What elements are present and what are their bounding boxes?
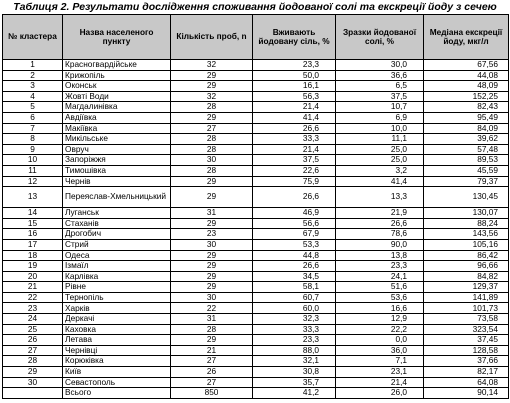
cell-salt: 23,3 <box>336 261 424 272</box>
cell-settlement: Карлівка <box>63 271 171 282</box>
cell-consume: 35,7 <box>253 377 336 388</box>
cell-median: 73,58 <box>424 314 509 325</box>
table-row <box>3 282 509 293</box>
table-row <box>3 345 509 356</box>
table-row <box>3 218 509 229</box>
cell-salt: 6,5 <box>336 81 424 92</box>
table-row <box>3 356 509 367</box>
table-row <box>3 102 509 113</box>
cell-consume: 58,1 <box>253 282 336 293</box>
cell-salt: 6,9 <box>336 112 424 123</box>
cell-cluster: 8 <box>3 134 63 145</box>
cell-consume: 16,1 <box>253 81 336 92</box>
cell-samples: 29 <box>171 218 253 229</box>
cell-settlement: Харків <box>63 303 171 314</box>
cell-settlement: Жовті Води <box>63 91 171 102</box>
cell-salt: 30,0 <box>336 60 424 71</box>
cell-median: 84,82 <box>424 271 509 282</box>
cell-settlement: Оконськ <box>63 81 171 92</box>
cell-median: 89,53 <box>424 155 509 166</box>
cell-settlement: Крижопіль <box>63 70 171 81</box>
cell-samples: 29 <box>171 261 253 272</box>
cell-consume: 53,3 <box>253 239 336 250</box>
cell-consume: 56,3 <box>253 91 336 102</box>
table-row <box>3 176 509 187</box>
cell-samples: 31 <box>171 314 253 325</box>
cell-cluster: 19 <box>3 261 63 272</box>
cell-samples: 28 <box>171 324 253 335</box>
cell-consume: 22,6 <box>253 165 336 176</box>
cell-settlement: Корюківка <box>63 356 171 367</box>
cell-consume: 33,3 <box>253 134 336 145</box>
table-row <box>3 261 509 272</box>
table-row <box>3 155 509 166</box>
cell-salt: 41,4 <box>336 176 424 187</box>
table-row <box>3 367 509 378</box>
cell-settlement: Київ <box>63 367 171 378</box>
cell-consume: 32,1 <box>253 356 336 367</box>
cell-cluster: 29 <box>3 367 63 378</box>
table-row <box>3 377 509 388</box>
cell-samples: 23 <box>171 229 253 240</box>
cell-consume: 21,4 <box>253 102 336 113</box>
cell-settlement: Деркачі <box>63 314 171 325</box>
cell-samples: 27 <box>171 377 253 388</box>
cell-consume: 23,3 <box>253 60 336 71</box>
cell-cluster: 4 <box>3 91 63 102</box>
cell-consume: 60,7 <box>253 292 336 303</box>
cell-cluster: 10 <box>3 155 63 166</box>
cell-median: 96,66 <box>424 261 509 272</box>
cell-samples: 30 <box>171 155 253 166</box>
cell-settlement: Летава <box>63 335 171 346</box>
cell-settlement: Овруч <box>63 144 171 155</box>
cell-samples: 30 <box>171 292 253 303</box>
cell-consume: 34,5 <box>253 271 336 282</box>
cell-median: 44,08 <box>424 70 509 81</box>
cell-cluster: 1 <box>3 60 63 71</box>
cell-median: 64,08 <box>424 377 509 388</box>
cell-cluster: 5 <box>3 102 63 113</box>
cell-cluster: 3 <box>3 81 63 92</box>
cell-salt: 25,0 <box>336 155 424 166</box>
cell-consume: 46,9 <box>253 208 336 219</box>
cell-cluster: 26 <box>3 335 63 346</box>
table-body <box>3 60 509 399</box>
header-median: Медіана екскреції йоду, мкг/л <box>424 15 509 60</box>
cell-settlement: Чернів <box>63 176 171 187</box>
cell-consume: 60,0 <box>253 303 336 314</box>
cell-consume: 37,5 <box>253 155 336 166</box>
cell-cluster: 11 <box>3 165 63 176</box>
table-caption: Таблиця 2. Результати дослідження споживання йодованої солі та екскреції йоду з сечею <box>13 1 497 13</box>
cell-salt: 23,1 <box>336 367 424 378</box>
cell-median: 82,43 <box>424 102 509 113</box>
header-samples: Кількість проб, n <box>171 15 253 60</box>
cell-samples: 28 <box>171 165 253 176</box>
cell-cluster: 25 <box>3 324 63 335</box>
cell-cluster: 14 <box>3 208 63 219</box>
cell-median: 101,73 <box>424 303 509 314</box>
cell-consume: 21,4 <box>253 144 336 155</box>
cell-cluster: 18 <box>3 250 63 261</box>
cell-consume: 67,9 <box>253 229 336 240</box>
cell-consume: 23,3 <box>253 335 336 346</box>
cell-salt: 26,0 <box>336 388 424 399</box>
cell-cluster: 16 <box>3 229 63 240</box>
cell-salt: 10,7 <box>336 102 424 113</box>
table-row <box>3 335 509 346</box>
cell-settlement: Ізмаїл <box>63 261 171 272</box>
cell-cluster: 7 <box>3 123 63 134</box>
cell-samples: 850 <box>171 388 253 399</box>
cell-salt: 11,1 <box>336 134 424 145</box>
cell-settlement: Тернопіль <box>63 292 171 303</box>
cell-settlement: Чернівці <box>63 345 171 356</box>
cell-median: 152,25 <box>424 91 509 102</box>
table-row <box>3 303 509 314</box>
cell-samples: 29 <box>171 187 253 208</box>
cell-salt: 36,6 <box>336 70 424 81</box>
cell-settlement: Красногвардійське <box>63 60 171 71</box>
cell-salt: 36,0 <box>336 345 424 356</box>
cell-median: 48,09 <box>424 81 509 92</box>
cell-salt: 21,4 <box>336 377 424 388</box>
cell-settlement: Стаханів <box>63 218 171 229</box>
cell-salt: 13,3 <box>336 187 424 208</box>
cell-median: 39,62 <box>424 134 509 145</box>
cell-consume: 75,9 <box>253 176 336 187</box>
cell-consume: 41,2 <box>253 388 336 399</box>
cell-consume: 50,0 <box>253 70 336 81</box>
cell-cluster: 2 <box>3 70 63 81</box>
results-table <box>2 14 509 399</box>
cell-salt: 26,6 <box>336 218 424 229</box>
cell-consume: 56,6 <box>253 218 336 229</box>
cell-samples: 32 <box>171 91 253 102</box>
cell-samples: 28 <box>171 134 253 145</box>
table-row <box>3 271 509 282</box>
table-row <box>3 229 509 240</box>
cell-median: 37,66 <box>424 356 509 367</box>
table-row <box>3 239 509 250</box>
cell-salt: 51,6 <box>336 282 424 293</box>
table-row <box>3 208 509 219</box>
table-row <box>3 187 509 208</box>
cell-salt: 16,6 <box>336 303 424 314</box>
table-row <box>3 70 509 81</box>
cell-samples: 29 <box>171 81 253 92</box>
cell-samples: 29 <box>171 112 253 123</box>
cell-median: 82,17 <box>424 367 509 378</box>
cell-samples: 28 <box>171 102 253 113</box>
cell-cluster: 6 <box>3 112 63 123</box>
cell-cluster: 17 <box>3 239 63 250</box>
table-row <box>3 112 509 123</box>
cell-cluster: 21 <box>3 282 63 293</box>
cell-samples: 27 <box>171 356 253 367</box>
cell-median: 86,42 <box>424 250 509 261</box>
cell-settlement: Дрогобич <box>63 229 171 240</box>
cell-salt: 22,2 <box>336 324 424 335</box>
cell-consume: 30,8 <box>253 367 336 378</box>
cell-salt: 24,1 <box>336 271 424 282</box>
cell-salt: 13,8 <box>336 250 424 261</box>
table-row <box>3 292 509 303</box>
cell-samples: 32 <box>171 60 253 71</box>
cell-median: 129,37 <box>424 282 509 293</box>
cell-cluster: 28 <box>3 356 63 367</box>
cell-consume: 26,6 <box>253 123 336 134</box>
table-row <box>3 123 509 134</box>
cell-consume: 33,3 <box>253 324 336 335</box>
cell-median: 141,89 <box>424 292 509 303</box>
cell-settlement: Одеса <box>63 250 171 261</box>
table-row <box>3 165 509 176</box>
cell-salt: 10,0 <box>336 123 424 134</box>
cell-settlement: Стрий <box>63 239 171 250</box>
cell-samples: 21 <box>171 345 253 356</box>
cell-samples: 27 <box>171 123 253 134</box>
header-cluster: № кластера <box>3 15 63 60</box>
cell-settlement: Тимошівка <box>63 165 171 176</box>
cell-samples: 28 <box>171 144 253 155</box>
cell-samples: 29 <box>171 271 253 282</box>
cell-salt: 53,6 <box>336 292 424 303</box>
cell-settlement: Рівне <box>63 282 171 293</box>
cell-settlement: Каховка <box>63 324 171 335</box>
cell-samples: 29 <box>171 282 253 293</box>
cell-median: 105,16 <box>424 239 509 250</box>
cell-median: 57,48 <box>424 144 509 155</box>
cell-cluster: 9 <box>3 144 63 155</box>
cell-settlement: Луганськ <box>63 208 171 219</box>
cell-salt: 37,5 <box>336 91 424 102</box>
cell-salt: 21,9 <box>336 208 424 219</box>
cell-samples: 29 <box>171 250 253 261</box>
cell-median: 45,59 <box>424 165 509 176</box>
cell-cluster: 15 <box>3 218 63 229</box>
cell-median: 323,54 <box>424 324 509 335</box>
table-row <box>3 134 509 145</box>
cell-median: 37,45 <box>424 335 509 346</box>
table-row <box>3 144 509 155</box>
cell-salt: 78,6 <box>336 229 424 240</box>
cell-cluster: 30 <box>3 377 63 388</box>
cell-cluster: 12 <box>3 176 63 187</box>
cell-samples: 29 <box>171 176 253 187</box>
cell-salt: 25,0 <box>336 144 424 155</box>
cell-salt: 12,9 <box>336 314 424 325</box>
cell-consume: 88,0 <box>253 345 336 356</box>
cell-samples: 29 <box>171 70 253 81</box>
header-consume: Вживають йодовану сіль, % <box>253 15 336 60</box>
cell-median: 143,56 <box>424 229 509 240</box>
cell-settlement: Авдіївка <box>63 112 171 123</box>
cell-settlement: Магдалинівка <box>63 102 171 113</box>
cell-median: 95,49 <box>424 112 509 123</box>
table-row <box>3 60 509 71</box>
cell-median: 130,45 <box>424 187 509 208</box>
cell-cluster: 20 <box>3 271 63 282</box>
cell-median: 67,56 <box>424 60 509 71</box>
cell-cluster: 24 <box>3 314 63 325</box>
cell-salt: 90,0 <box>336 239 424 250</box>
cell-consume: 26,6 <box>253 261 336 272</box>
cell-settlement: Макіївка <box>63 123 171 134</box>
cell-cluster: 13 <box>3 187 63 208</box>
cell-median: 88,24 <box>424 218 509 229</box>
table-row <box>3 250 509 261</box>
cell-median: 128,58 <box>424 345 509 356</box>
header-salt: Зразки йодованої солі, % <box>336 15 424 60</box>
cell-samples: 22 <box>171 303 253 314</box>
cell-salt: 0,0 <box>336 335 424 346</box>
cell-salt: 7,1 <box>336 356 424 367</box>
table-row <box>3 388 509 399</box>
cell-consume: 41,4 <box>253 112 336 123</box>
table-row <box>3 314 509 325</box>
cell-cluster: 23 <box>3 303 63 314</box>
header-settlement: Назва населеного пункту <box>63 15 171 60</box>
cell-median: 84,09 <box>424 123 509 134</box>
cell-settlement: Микільське <box>63 134 171 145</box>
cell-settlement: Севастополь <box>63 377 171 388</box>
cell-settlement: Всього <box>63 388 171 399</box>
cell-salt: 3,2 <box>336 165 424 176</box>
cell-settlement: Запоріжжя <box>63 155 171 166</box>
cell-consume: 44,8 <box>253 250 336 261</box>
cell-median: 79,37 <box>424 176 509 187</box>
table-row <box>3 324 509 335</box>
table-row <box>3 91 509 102</box>
cell-settlement: Переяслав-Хмельницький <box>63 187 171 208</box>
cell-median: 90,14 <box>424 388 509 399</box>
cell-samples: 29 <box>171 335 253 346</box>
cell-samples: 30 <box>171 239 253 250</box>
table-row <box>3 81 509 92</box>
cell-samples: 26 <box>171 367 253 378</box>
cell-samples: 31 <box>171 208 253 219</box>
cell-cluster: 27 <box>3 345 63 356</box>
cell-consume: 26,6 <box>253 187 336 208</box>
cell-median: 130,07 <box>424 208 509 219</box>
cell-cluster <box>3 388 63 399</box>
header-row <box>3 15 509 60</box>
cell-cluster: 22 <box>3 292 63 303</box>
cell-consume: 32,3 <box>253 314 336 325</box>
